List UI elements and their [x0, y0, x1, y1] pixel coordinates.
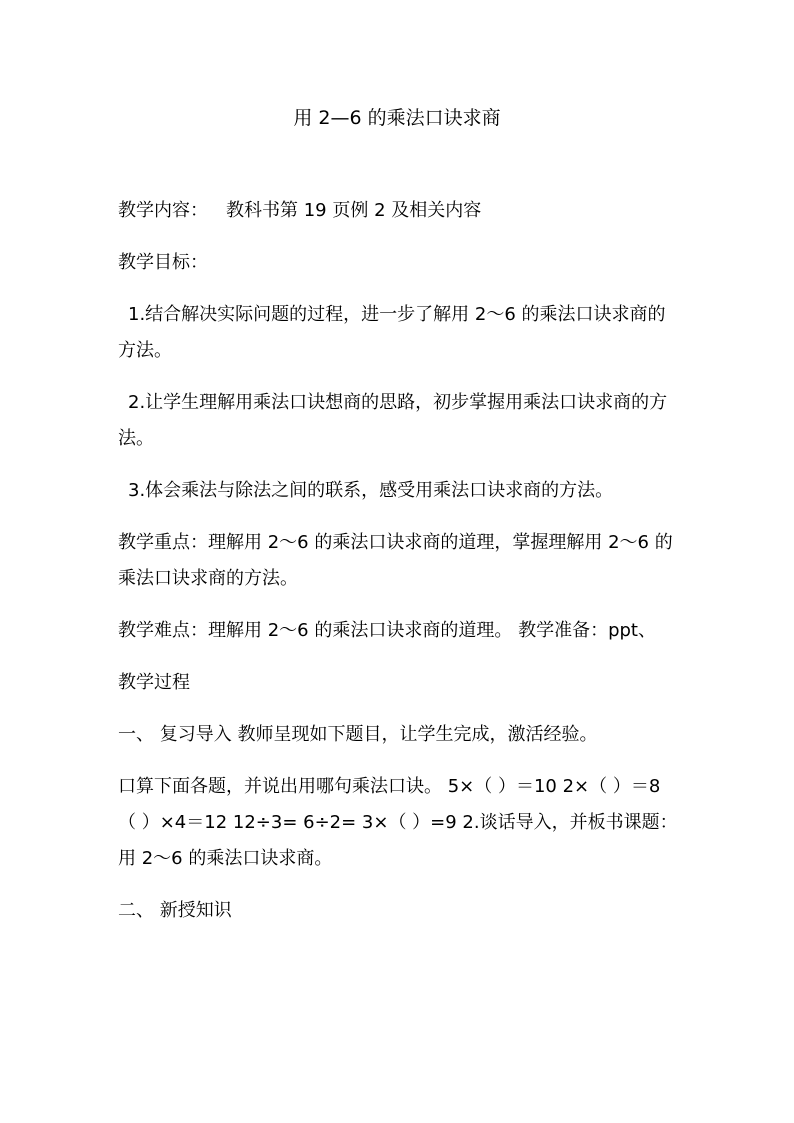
section-1-heading: 一、 复习导入 教师呈现如下题目，让学生完成，激活经验。	[118, 724, 598, 745]
goal-2: 2.让学生理解用乘法口诀想商的思路，初步掌握用乘法口诀求商的方法。	[118, 392, 668, 449]
exercise-paragraph: 口算下面各题，并说出用哪句乘法口诀。 5×（ ）＝10 2×（ ）＝8 （ ）×4＝12 12÷3= 6÷2= 3×（ ）=9 2.谈话导入，并板书课题：用 2～6 的乘法口诀求商。	[118, 776, 678, 869]
teaching-content-text: 教科书第 19 页例 2 及相关内容	[226, 200, 482, 221]
teaching-goals-label: 教学目标：	[118, 252, 208, 273]
teaching-content	[118, 193, 678, 229]
page-title: 用 2—6 的乘法口诀求商	[293, 107, 501, 129]
document-body	[118, 193, 678, 945]
difficulty: 教学难点：理解用 2～6 的乘法口诀求商的道理。 教学准备：ppt、	[118, 620, 656, 641]
key-point: 教学重点：理解用 2～6 的乘法口诀求商的道理，掌握理解用 2～6 的乘法口诀求商的方法。	[118, 532, 673, 589]
section-2-heading: 二、 新授知识	[118, 900, 232, 921]
teaching-content-label: 教学内容：	[118, 200, 208, 221]
goal-3: 3.体会乘法与除法之间的联系，感受用乘法口诀求商的方法。	[128, 480, 614, 501]
goal-1: 1.结合解决实际问题的过程，进一步了解用 2～6 的乘法口诀求商的方法。	[118, 304, 666, 361]
process-heading: 教学过程	[118, 672, 190, 693]
